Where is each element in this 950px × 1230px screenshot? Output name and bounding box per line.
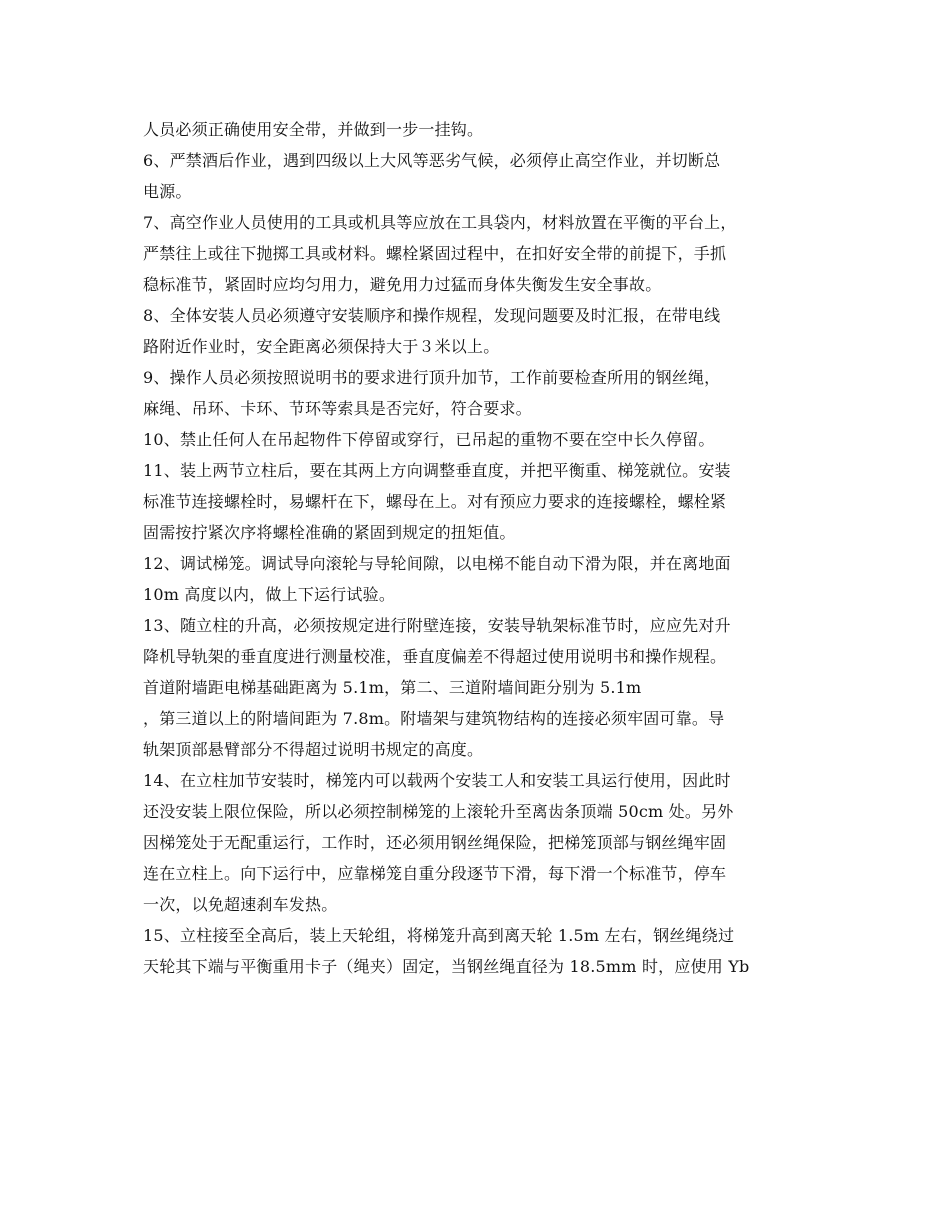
document-body <box>143 114 833 982</box>
text-line: 11、装上两节立柱后，要在其两上方向调整垂直度，并把平衡重、梯笼就位。安装 <box>143 461 731 480</box>
text-line: 标准节连接螺栓时，易螺杆在下，螺母在上。对有预应力要求的连接螺栓，螺栓紧 <box>143 492 727 511</box>
text-line: 路附近作业时，安全距离必须保持大于３米以上。 <box>143 337 500 356</box>
text-line: 严禁往上或往下抛掷工具或材料。螺栓紧固过程中，在扣好安全带的前提下，手抓 <box>143 244 727 263</box>
text-line: 人员必须正确使用安全带，并做到一步一挂钩。 <box>143 120 484 139</box>
text-line: 7、高空作业人员使用的工具或机具等应放在工具袋内，材料放置在平衡的平台上， <box>143 213 737 232</box>
text-line: 13、随立柱的升高，必须按规定进行附壁连接，安装导轨架标准节时，应应先对升 <box>143 616 731 635</box>
text-line: 电源。 <box>143 182 192 201</box>
text-line: 10、禁止任何人在吊起物件下停留或穿行，已吊起的重物不要在空中长久停留。 <box>143 430 715 449</box>
text-line: 15、立柱接至全高后，装上天轮组，将梯笼升高到离天轮 1.5m 左右，钢丝绳绕过 <box>143 926 735 945</box>
text-line: 连在立柱上。向下运行中，应靠梯笼自重分段逐节下滑，每下滑一个标准节，停车 <box>143 864 727 883</box>
text-line: 6、严禁酒后作业，遇到四级以上大风等恶劣气候，必须停止高空作业，并切断总 <box>143 151 721 170</box>
text-line: 14、在立柱加节安装时，梯笼内可以载两个安装工人和安装工具运行使用，因此时 <box>143 771 731 790</box>
text-line: 降机导轨架的垂直度进行测量校准，垂直度偏差不得超过使用说明书和操作规程。 <box>143 647 727 666</box>
text-line: 稳标准节，紧固时应均匀用力，避免用力过猛而身体失衡发生安全事故。 <box>143 275 662 294</box>
text-line: ，第三道以上的附墙间距为 7.8m。附墙架与建筑物结构的连接必须牢固可靠。导 <box>143 709 725 728</box>
text-line: 轨架顶部悬臂部分不得超过说明书规定的高度。 <box>143 740 484 759</box>
text-line: 因梯笼处于无配重运行，工作时，还必须用钢丝绳保险，把梯笼顶部与钢丝绳牢固 <box>143 833 727 852</box>
text-line: 首道附墙距电梯基础距离为 5.1m，第二、三道附墙间距分别为 5.1m <box>143 678 642 697</box>
text-line: 天轮其下端与平衡重用卡子（绳夹）固定，当钢丝绳直径为 18.5mm 时，应使用 Yb <box>143 957 750 976</box>
text-line: 麻绳、吊环、卡环、节环等索具是否完好，符合要求。 <box>143 399 532 418</box>
text-line: 9、操作人员必须按照说明书的要求进行顶升加节，工作前要检查所用的钢丝绳， <box>143 368 721 387</box>
text-line: 10m 高度以内，做上下运行试验。 <box>143 585 396 604</box>
text-line: 12、调试梯笼。调试导向滚轮与导轮间隙，以电梯不能自动下滑为限，并在离地面 <box>143 554 731 573</box>
text-line: 还没安装上限位保险，所以必须控制梯笼的上滚轮升至离齿条顶端 50cm 处。另外 <box>143 802 734 821</box>
text-line: 8、全体安装人员必须遵守安装顺序和操作规程，发现问题要及时汇报，在带电线 <box>143 306 721 325</box>
text-line: 一次，以免超速刹车发热。 <box>143 895 338 914</box>
text-line: 固需按拧紧次序将螺栓准确的紧固到规定的扭矩值。 <box>143 523 516 542</box>
